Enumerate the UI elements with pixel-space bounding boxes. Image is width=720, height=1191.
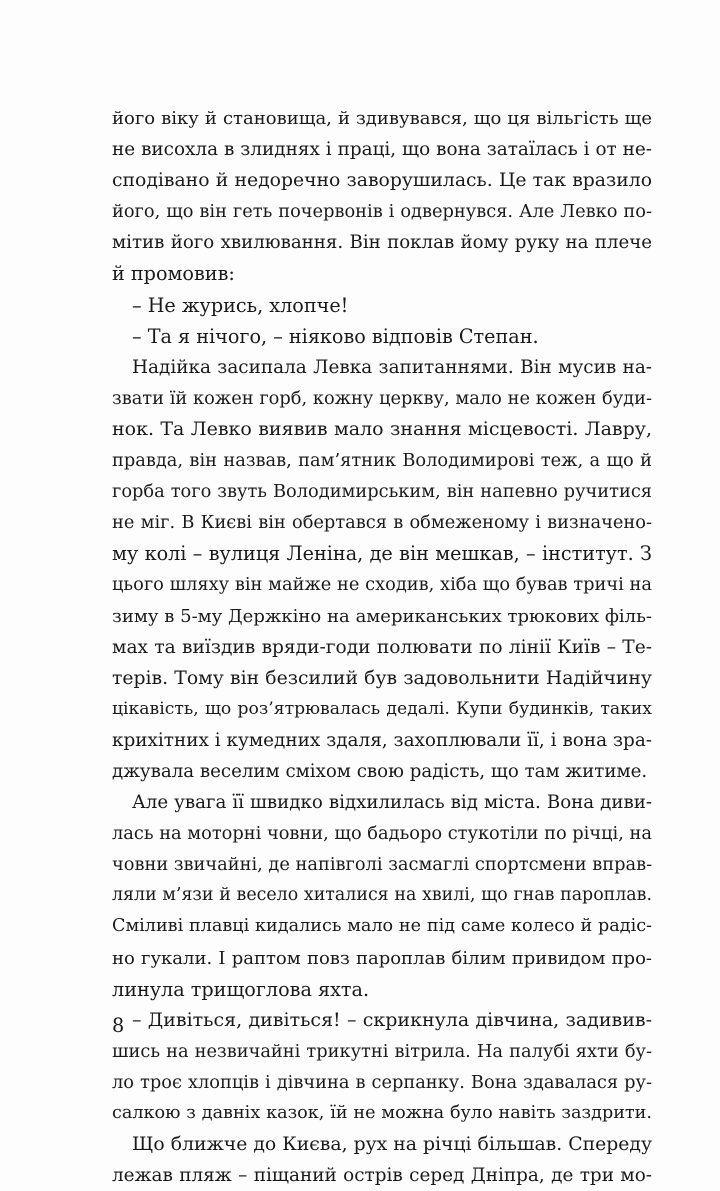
- text-line: сподівано й недоречно заворушилась. Це так вразило: [112, 170, 652, 192]
- text-line: горба того звуть Володимирським, він напевно ручитися: [112, 481, 652, 503]
- text-line: Але увага її швидко відхилилась від міста. Вона диви-: [132, 792, 652, 814]
- text-line: не міг. В Києві він обертався в обмеженому і визначено-: [112, 512, 652, 534]
- text-line: линула трищоглова яхта.: [112, 977, 370, 1001]
- text-line: лась на моторні човни, що бадьоро стукотіли по річці, на: [112, 823, 653, 845]
- text-line: крихітних і кумедних здаля, захоплювали її, і вона зра-: [112, 729, 652, 751]
- text-line: Що ближче до Києва, рух на річці більшав. Спереду: [132, 1134, 652, 1156]
- text-line: човни звичайні, де напівголі засмаглі спортсмени вправ-: [112, 854, 653, 876]
- text-line: його, що він геть почервонів і одвернувся. Але Левко по-: [112, 201, 652, 223]
- text-line: мах та виїздив вряди-годи полювати по лінії Київ – Те-: [112, 636, 652, 658]
- text-line: Надійка засипала Левка запитаннями. Він мусив на-: [132, 356, 652, 378]
- text-line: – Та я нічого, – ніяково відповів Степан.: [132, 324, 539, 348]
- text-line: нок. Та Левко виявив мало знання місцевості. Лавру,: [112, 417, 652, 440]
- book-page-text: [112, 103, 652, 1191]
- text-line: звати їй кожен горб, кожну церкву, мало не кожен буди-: [112, 387, 652, 409]
- text-line: джувала веселим сміхом свою радість, що там житиме.: [112, 760, 648, 782]
- text-line: ло троє хлопців і дівчина в серпанку. Вона здавалася ру-: [112, 1071, 652, 1093]
- text-line: терів. Тому він безсилий був задовольнити Надійчину: [112, 667, 652, 689]
- text-line: но гукали. І раптом повз пароплав білим привидом про-: [112, 947, 652, 969]
- text-line: – Дивіться, дивіться! – скрикнула дівчина, задивив-: [132, 1008, 652, 1031]
- page-number: 8: [112, 1014, 125, 1037]
- text-line: Сміливі плавці кидались мало не під саме колесо й радіс-: [112, 916, 652, 937]
- text-line: зиму в 5-му Держкіно на американських трюкових філь-: [112, 605, 652, 627]
- text-line: му колі – вулиця Леніна, де він мешкав, – інститут. З: [112, 542, 652, 566]
- text-line: цікавість, що роз’ятрювалась дедалі. Купи будинків, таких: [112, 698, 652, 719]
- text-line: шись на незвичайні трикутні вітрила. На палубі яхти бу-: [112, 1040, 652, 1062]
- text-line: й промовив:: [112, 262, 235, 286]
- text-line: ляли м’язи й весело хиталися на хвилі, що гнав пароплав.: [112, 885, 652, 906]
- text-line: салкою з давніх казок, їй не можна було навіть заздрити.: [112, 1103, 652, 1123]
- text-line: лежав пляж – піщаний острів серед Дніпра, де три мо-: [112, 1165, 652, 1187]
- text-line: – Не журись, хлопче!: [132, 293, 349, 317]
- text-line: цього шляху він майже не сходив, хіба що бував тричі на: [112, 574, 652, 596]
- text-line: його віку й становища, й здивувався, що ця вільгість ще: [112, 108, 652, 129]
- text-line: мітив його хвилювання. Він поклав йому руку на плече: [112, 232, 652, 254]
- text-line: не висохла в злиднях і праці, що вона затаїлась і от не-: [112, 139, 652, 161]
- text-line: правда, він назвав, пам’ятник Володимирові теж, а що й: [112, 450, 652, 472]
